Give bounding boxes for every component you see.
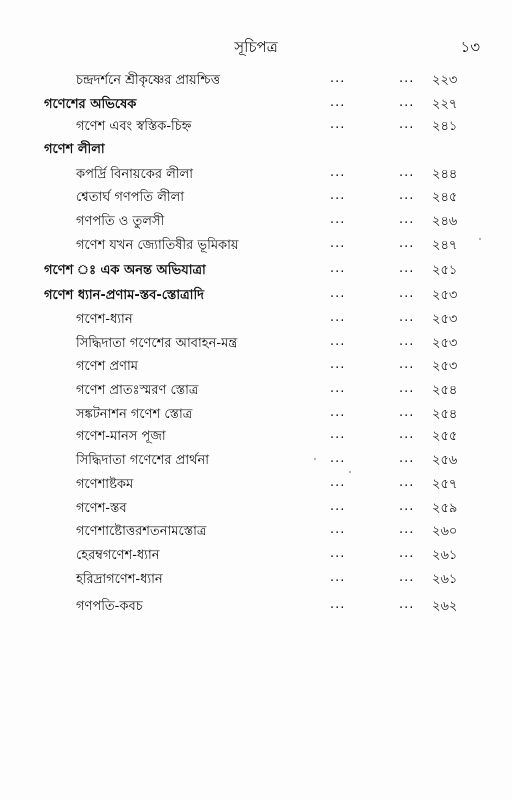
toc-leader-dots: ...	[399, 546, 415, 561]
toc-leader-dots: ...	[330, 334, 346, 349]
toc-leader-dots: ...	[330, 451, 346, 466]
toc-page-number: ২৬০	[432, 524, 458, 539]
toc-page-number: ২৪৭	[432, 238, 458, 253]
toc-entry	[0, 448, 512, 472]
toc-entry	[0, 402, 512, 426]
toc-page-number: ২৫৪	[432, 383, 458, 398]
toc-leader-dots: ...	[330, 310, 346, 325]
toc-leader-dots: ...	[330, 95, 346, 110]
toc-leader-dots: ...	[330, 236, 346, 251]
toc-leader-dots: ...	[330, 261, 346, 276]
toc-leader-dots: ...	[330, 405, 346, 420]
toc-leader-dots: ...	[399, 475, 415, 490]
toc-leader-dots: ...	[399, 405, 415, 420]
paper-speck	[479, 238, 481, 240]
toc-leader-dots: ...	[330, 570, 346, 585]
toc-entry	[0, 519, 512, 543]
toc-leader-dots: ...	[399, 236, 415, 251]
toc-page-number: ২৫৯	[432, 501, 458, 516]
toc-leader-dots: ...	[399, 165, 415, 180]
toc-entry-title: গণপতি-কবচ	[76, 599, 143, 614]
toc-page-number: ২৬১	[432, 572, 458, 587]
toc-section-heading	[0, 283, 512, 307]
toc-entry	[0, 543, 512, 567]
toc-leader-dots: ...	[399, 286, 415, 301]
toc-page-number: ২৫১	[432, 263, 458, 278]
toc-entry	[0, 307, 512, 331]
toc-entry-title: হেরম্বগণেশ-ধ্যান	[76, 548, 160, 563]
toc-leader-dots: ...	[330, 381, 346, 396]
toc-entry-title: সিদ্ধিদাতা গণেশের প্রার্থনা	[76, 453, 210, 468]
toc-entry	[0, 354, 512, 378]
toc-leader-dots: ...	[399, 597, 415, 612]
toc-page-number: ২৪৫	[432, 190, 458, 205]
toc-entry	[0, 594, 512, 618]
toc-leader-dots: ...	[399, 381, 415, 396]
toc-page-number: ২৫৩	[432, 312, 458, 327]
toc-leader-dots: ...	[330, 117, 346, 132]
toc-leader-dots: ...	[399, 212, 415, 227]
toc-leader-dots: ...	[330, 546, 346, 561]
toc-leader-dots: ...	[399, 261, 415, 276]
page-title: সূচিপত্র	[234, 38, 278, 56]
toc-entry-title: গণেশাষ্টোত্তরশতনামস্তোত্র	[76, 524, 207, 539]
toc-page-number: ২৫৩	[432, 359, 458, 374]
toc-entry-title: গণেশ প্রাতঃস্মরণ স্তোত্র	[76, 383, 199, 398]
toc-page-number: ২৫৪	[432, 407, 458, 422]
toc-leader-dots: ...	[330, 165, 346, 180]
toc-entry-title: গণেশ-ধ্যান	[76, 312, 133, 327]
toc-leader-dots: ...	[399, 95, 415, 110]
toc-entry	[0, 424, 512, 448]
toc-entry-title: গণেশ ঃ এক অনন্ত অভিযাত্রা	[44, 263, 206, 278]
toc-leader-dots: ...	[330, 597, 346, 612]
toc-page-number: ২২৩	[432, 73, 458, 88]
toc-entry-title: গণেশ ধ্যান-প্রণাম-স্তব-স্তোত্রাদি	[44, 288, 204, 303]
paper-speck	[314, 458, 316, 460]
toc-page-number: ২৫৩	[432, 336, 458, 351]
toc-entry-title: চন্দ্রদর্শনে শ্রীকৃষ্ণের প্রায়শ্চিত্ত	[76, 73, 221, 88]
toc-entry	[0, 331, 512, 355]
toc-entry-title: গণেশ প্রণাম	[76, 359, 138, 374]
toc-section-heading	[0, 92, 512, 116]
toc-entry	[0, 68, 512, 92]
toc-leader-dots: ...	[399, 522, 415, 537]
toc-entry	[0, 378, 512, 402]
toc-section-heading	[0, 137, 512, 161]
toc-entry	[0, 114, 512, 138]
toc-entry-title: গণেশাষ্টকম	[76, 477, 134, 492]
page-number: ১৩	[460, 38, 480, 56]
toc-page-number: ২৫৭	[432, 477, 458, 492]
toc-leader-dots: ...	[399, 570, 415, 585]
toc-entry-title: গণেশ লীলা	[44, 142, 105, 157]
toc-leader-dots: ...	[330, 71, 346, 86]
toc-leader-dots: ...	[399, 188, 415, 203]
toc-entry	[0, 162, 512, 186]
toc-page-number: ২৫৫	[432, 429, 458, 444]
toc-entry-title: গণপতি ও তুলসী	[76, 214, 165, 229]
toc-page-number: ২৪৬	[432, 214, 458, 229]
toc-entry	[0, 209, 512, 233]
toc-leader-dots: ...	[399, 499, 415, 514]
toc-leader-dots: ...	[330, 475, 346, 490]
toc-entry-title: গণেশ যখন জ্যোতিষীর ভূমিকায়	[76, 238, 239, 253]
toc-page-number: ২৬১	[432, 548, 458, 563]
toc-page-number: ২২৭	[432, 97, 458, 112]
toc-entry	[0, 233, 512, 257]
toc-leader-dots: ...	[399, 451, 415, 466]
toc-page-number: ২৫৩	[432, 288, 458, 303]
toc-leader-dots: ...	[330, 522, 346, 537]
toc-entry-title: শ্বেতার্ঘ গণপতি লীলা	[76, 190, 185, 205]
toc-entry-title: সঙ্কটনাশন গণেশ স্তোত্র	[76, 407, 193, 422]
toc-entry	[0, 185, 512, 209]
toc-leader-dots: ...	[330, 357, 346, 372]
toc-leader-dots: ...	[399, 310, 415, 325]
toc-entry-title: হরিদ্রাগণেশ-ধ্যান	[76, 572, 163, 587]
toc-leader-dots: ...	[399, 117, 415, 132]
toc-leader-dots: ...	[330, 427, 346, 442]
toc-leader-dots: ...	[399, 334, 415, 349]
toc-section-heading	[0, 258, 512, 282]
toc-entry-title: গণেশ-মানস পূজা	[76, 429, 166, 444]
toc-leader-dots: ...	[399, 427, 415, 442]
toc-entry-title: গণেশ এবং স্বস্তিক-চিহ্ন	[76, 119, 192, 134]
toc-entry	[0, 496, 512, 520]
toc-page-number: ২৫৬	[432, 453, 458, 468]
toc-page-number: ২৪৪	[432, 167, 458, 182]
toc-leader-dots: ...	[330, 188, 346, 203]
toc-leader-dots: ...	[330, 212, 346, 227]
toc-leader-dots: ...	[330, 286, 346, 301]
toc-leader-dots: ...	[399, 357, 415, 372]
toc-page-number: ২৪১	[432, 119, 458, 134]
toc-leader-dots: ...	[330, 499, 346, 514]
toc-leader-dots: ...	[399, 71, 415, 86]
toc-entry-title: কপর্দ্রি বিনায়কের লীলা	[76, 167, 194, 182]
toc-entry	[0, 567, 512, 591]
toc-entry-title: সিদ্ধিদাতা গণেশের আবাহন-মন্ত্র	[76, 336, 238, 351]
toc-entry-title: গণেশের অভিষেক	[44, 97, 137, 112]
toc-page-number: ২৬২	[432, 599, 458, 614]
paper-speck	[349, 471, 351, 473]
toc-entry	[0, 472, 512, 496]
toc-entry-title: গণেশ-স্তব	[76, 501, 127, 516]
